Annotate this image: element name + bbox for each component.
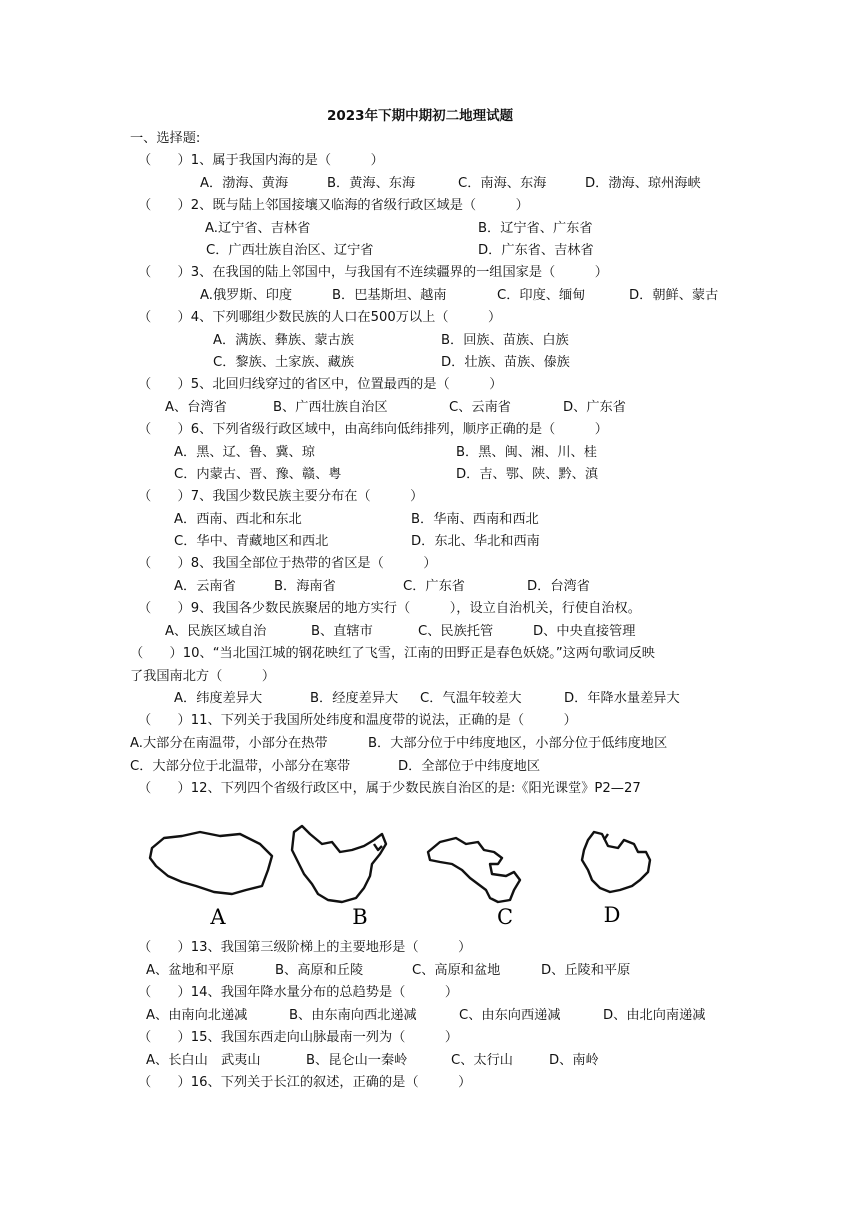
map-d-label: D (603, 903, 621, 927)
map-a-outline (150, 832, 272, 894)
q2-option-c: C．广西壮族自治区、辽宁省 (206, 243, 374, 258)
q10-option-d: D．年降水量差异大 (564, 691, 680, 706)
q2-option-d: D．广东省、吉林省 (478, 243, 594, 258)
q13-option-c: C、高原和盆地 (412, 963, 501, 978)
q1-option-c: C．南海、东海 (458, 176, 547, 191)
q6-option-b: B．黑、闽、湘、川、桂 (456, 445, 597, 460)
q4-option-a: A．满族、彝族、蒙古族 (213, 333, 354, 348)
q15-option-c: C、太行山 (451, 1053, 513, 1068)
q10-option-a: A．纬度差异大 (174, 691, 263, 706)
q8-option-a: A．云南省 (174, 579, 236, 594)
q5-option-c: C、云南省 (449, 400, 511, 415)
map-b-outline (292, 826, 386, 902)
q5-option-a: A、台湾省 (165, 400, 227, 415)
q15-option-d: D、南岭 (549, 1053, 599, 1068)
q10-option-b: B．经度差异大 (310, 691, 399, 706)
q9-option-b: B、直辖市 (311, 624, 373, 639)
q2-option-b: B．辽宁省、广东省 (478, 221, 593, 236)
q8-option-d: D．台湾省 (527, 579, 590, 594)
map-a-label: A (210, 905, 226, 928)
q7-option-c: C．华中、青藏地区和西北 (174, 534, 329, 549)
q1-option-a: A．渤海、黄海 (200, 176, 289, 191)
q6-option-c: C．内蒙古、晋、豫、赣、粤 (174, 467, 342, 482)
q15-stem: （ ）15、我国东西走向山脉最南一列为（ ） (138, 1030, 459, 1045)
q13-option-b: B、高原和丘陵 (275, 963, 364, 978)
q11-option-b: B．大部分位于中纬度地区，小部分位于低纬度地区 (368, 736, 668, 751)
q9-option-d: D、中央直接管理 (533, 624, 636, 639)
exam-title: 2023年下期中期初二地理试题 (327, 108, 514, 124)
q5-option-b: B、广西壮族自治区 (273, 400, 388, 415)
q9-option-a: A、民族区域自治 (165, 624, 267, 639)
q11-stem: （ ）11、下列关于我国所处纬度和温度带的说法，正确的是（ ） (138, 713, 577, 728)
q14-stem: （ ）14、我国年降水量分布的总趋势是（ ） (138, 985, 459, 1000)
q1-option-d: D．渤海、琼州海峡 (585, 176, 701, 191)
q4-stem: （ ）4、下列哪组少数民族的人口在500万以上（ ） (138, 310, 502, 325)
q10-stem-continued: 了我国南北方（ ） (130, 669, 276, 684)
q5-option-d: D、广东省 (563, 400, 626, 415)
q1-option-b: B．黄海、东海 (327, 176, 416, 191)
q7-stem: （ ）7、我国少数民族主要分布在（ ） (138, 489, 424, 504)
q14-option-a: A、由南向北递减 (146, 1008, 248, 1023)
q11-option-a: A.大部分在南温带，小部分在热带 (130, 736, 328, 751)
q1-stem: （ ）1、属于我国内海的是（ ） (138, 153, 384, 168)
q14-option-b: B、由东南向西北递减 (289, 1008, 417, 1023)
province-outline-maps (142, 820, 662, 928)
q13-option-a: A、盆地和平原 (146, 963, 235, 978)
q6-option-d: D．吉、鄂、陕、黔、滇 (456, 467, 599, 482)
q14-option-c: C、由东向西递减 (459, 1008, 561, 1023)
q11-option-c: C．大部分位于北温带，小部分在寒带 (130, 759, 351, 774)
q8-stem: （ ）8、我国全部位于热带的省区是（ ） (138, 556, 437, 571)
map-b-label: B (352, 905, 368, 928)
q16-stem: （ ）16、下列关于长江的叙述，正确的是（ ） (138, 1075, 472, 1090)
q4-option-b: B．回族、苗族、白族 (441, 333, 569, 348)
q15-option-b: B、昆仑山一秦岭 (306, 1053, 408, 1068)
q14-option-d: D、由北向南递减 (603, 1008, 706, 1023)
q3-stem: （ ）3、在我国的陆上邻国中，与我国有不连续疆界的一组国家是（ ） (138, 265, 608, 280)
q15-option-a: A、长白山 武夷山 (146, 1053, 261, 1068)
q7-option-a: A．西南、西北和东北 (174, 512, 302, 527)
q13-stem: （ ）13、我国第三级阶梯上的主要地形是（ ） (138, 940, 472, 955)
q11-option-d: D．全部位于中纬度地区 (398, 759, 541, 774)
q8-option-b: B．海南省 (274, 579, 336, 594)
q3-option-d: D．朝鲜、蒙古 (629, 288, 719, 303)
map-d-outline (582, 832, 650, 892)
q4-option-d: D．壮族、苗族、傣族 (441, 355, 570, 370)
q12-stem: （ ）12、下列四个省级行政区中，属于少数民族自治区的是:《阳光课堂》P2—27 (138, 781, 641, 796)
q6-stem: （ ）6、下列省级行政区域中，由高纬向低纬排列，顺序正确的是（ ） (138, 422, 608, 437)
q9-stem: （ ）9、我国各少数民族聚居的地方实行（ ），设立自治机关，行使自治权。 (138, 601, 641, 616)
q2-option-a: A.辽宁省、吉林省 (205, 221, 311, 236)
q9-option-c: C、民族托管 (418, 624, 494, 639)
q5-stem: （ ）5、北回归线穿过的省区中，位置最西的是（ ） (138, 377, 503, 392)
q10-option-c: C．气温年较差大 (420, 691, 522, 706)
q6-option-a: A．黑、辽、鲁、冀、琼 (174, 445, 315, 460)
q7-option-b: B．华南、西南和西北 (411, 512, 539, 527)
q3-option-a: A.俄罗斯、印度 (200, 288, 293, 303)
q4-option-c: C．黎族、土家族、藏族 (213, 355, 355, 370)
map-c-label: C (496, 905, 514, 928)
q10-stem: （ ）10、“当北国江城的钢花映红了飞雪，江南的田野正是春色妖娆。”这两句歌词反映 (130, 646, 655, 661)
section-heading: 一、选择题: (130, 131, 201, 146)
q7-option-d: D．东北、华北和西南 (411, 534, 540, 549)
q3-option-b: B．巴基斯坦、越南 (332, 288, 447, 303)
map-c-outline (428, 838, 520, 902)
q13-option-d: D、丘陵和平原 (541, 963, 631, 978)
q3-option-c: C．印度、缅甸 (497, 288, 586, 303)
q8-option-c: C．广东省 (403, 579, 465, 594)
q2-stem: （ ）2、既与陆上邻国接壤又临海的省级行政区域是（ ） (138, 198, 529, 213)
